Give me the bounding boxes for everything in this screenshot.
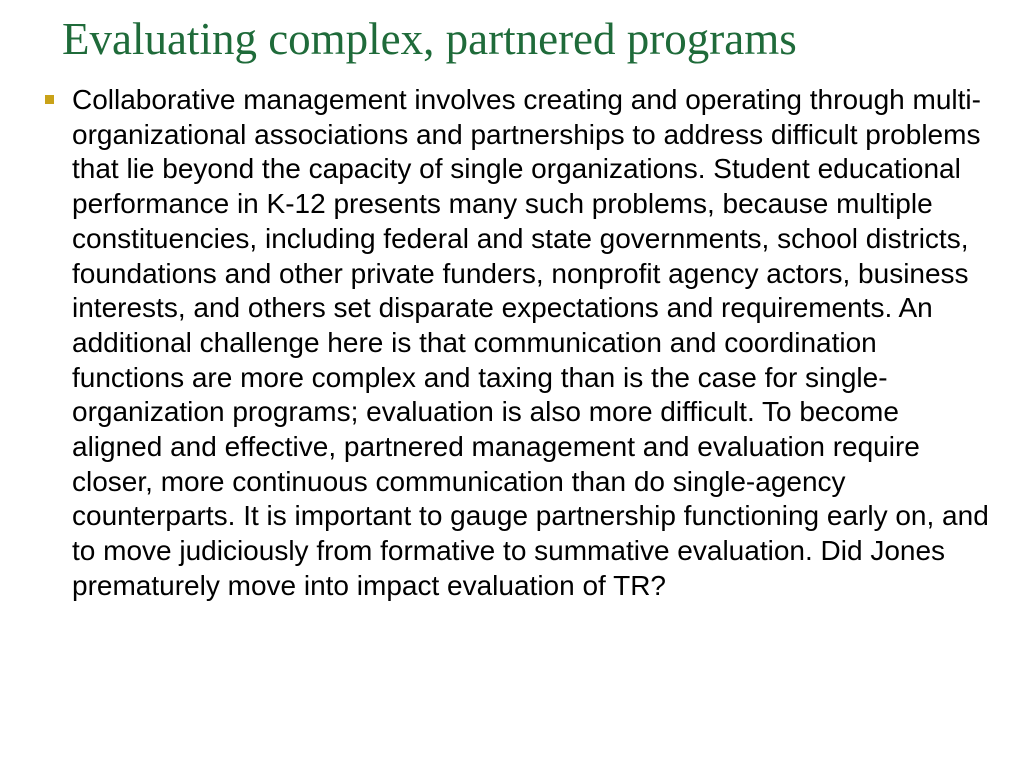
bullet-list — [45, 83, 995, 604]
slide-title: Evaluating complex, partnered programs — [62, 14, 797, 64]
bullet-text: Collaborative management involves creating and operating through multi-organizational associations and partnerships to address difficult problems that lie beyond the capacity of single organizations. Student educational performance in K-12 presents many such problems, because multiple constituencies, including federal and state governments, school districts, foundations and other private funders, nonprofit agency actors, business interests, and others set disparate expectations and requirements. An additional challenge here is that communication and coordination functions are more complex and taxing than is the case for single-organization programs; evaluation is also more difficult. To become aligned and effective, partnered management and evaluation require closer, more continuous communication than do single-agency counterparts. It is important to gauge partnership functioning early on, and to move judiciously from formative to summative evaluation. Did Jones prematurely move into impact evaluation of TR? — [72, 84, 989, 601]
bullet-item — [45, 83, 995, 604]
square-bullet-icon — [45, 95, 54, 104]
